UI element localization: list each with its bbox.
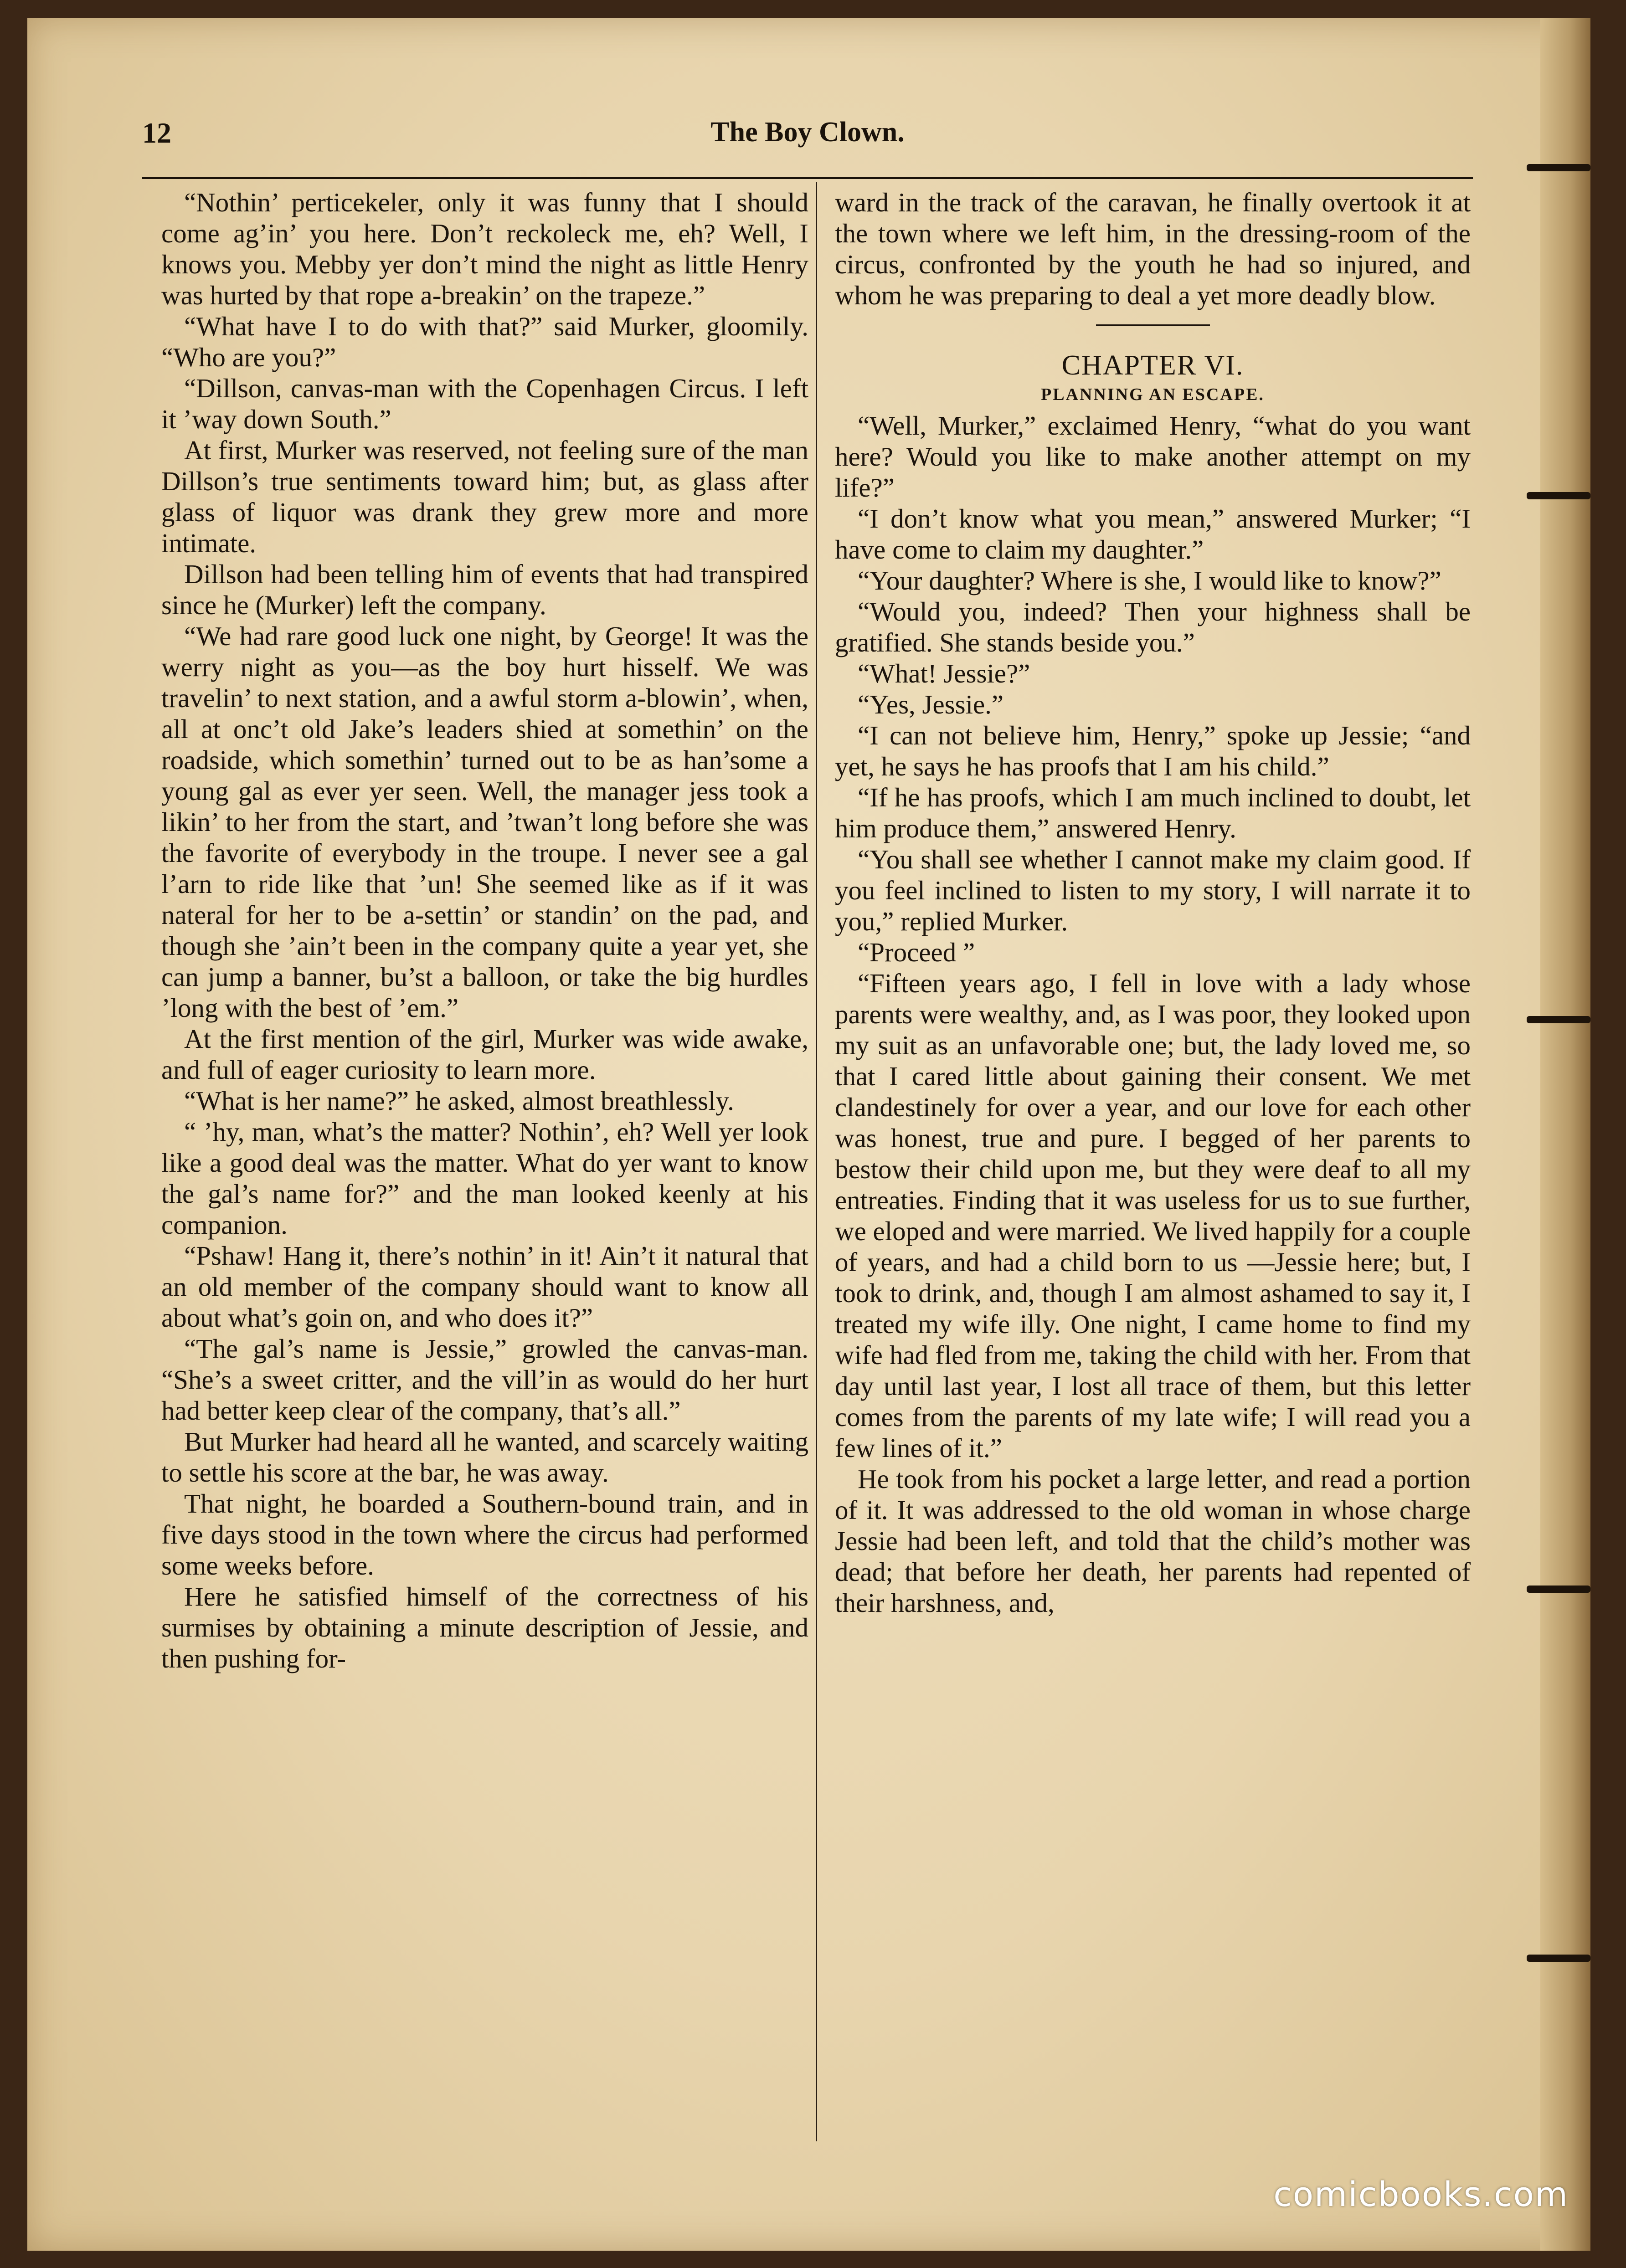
paragraph: “Would you, indeed? Then your highness shall be gratified. She stands beside you.” [835, 596, 1471, 657]
paragraph: At first, Murker was reserved, not feeling sure of the man Dillson’s true sentiments toward him; but, as glass after glass of liquor was drank they grew more and more intimate. [161, 435, 808, 558]
paragraph: “Your daughter? Where is she, I would like to know?” [858, 565, 1441, 595]
paragraph: “Proceed ” [858, 937, 975, 967]
paragraph: “Nothin’ perticekeler, only it was funny that I should come ag’in’ you here. Don’t reckoleck me, eh? Well, I knows you. Mebby yer don’t mind the night as little Henry was hurted by that rope a-breakin’ on the trapeze.” [161, 187, 808, 310]
left-column [161, 187, 808, 1674]
paragraph-continuation: ward in the track of the caravan, he finally overtook it at the town where we left him, in the dressing-room of the circus, confronted by the youth he had so injured, and whom he was preparing to deal a yet more deadly blow. [835, 187, 1471, 310]
paragraph: “Fifteen years ago, I fell in love with a lady whose parents were wealthy, and, as I was poor, they looked upon my suit as an unfavorable one; but, the lady loved me, so that I cared little about gaining their consent. We met clandestinely for over a year, and our love for each other was honest, true and pure. I begged of her parents to bestow their child upon me, but they were deaf to all my entreaties. Finding that it was useless for us to sue further, we eloped and were married. We lived happily for a couple of years, and had a child born to us —Jessie here; but, I took to drink, and, though I am almost ashamed to say it, I treated my wife illy. One night, I came home to find my wife had fled from me, taking the child with her. From that day until last year, I lost all trace of them, but this letter comes from the parents of my late wife; I will read you a few lines of it.” [835, 968, 1471, 1463]
staple-mark [1527, 1016, 1590, 1023]
running-title: The Boy Clown. [710, 117, 905, 148]
paragraph: That night, he boarded a Southern-bound train, and in five days stood in the town where the circus had performed some weeks before. [161, 1488, 808, 1580]
page-spine-edge [1540, 18, 1590, 2251]
staple-mark [1527, 1955, 1590, 1962]
staple-mark [1527, 164, 1590, 171]
page-number: 12 [142, 117, 171, 149]
paragraph: “We had rare good luck one night, by George! It was the werry night as you—as the boy hurt hisself. We was travelin’ to next station, and a awful storm a-blowin’, when, all at onc’t old Jake’s leaders shied at somethin’ on the roadside, which somethin’ turned out to be as han’some a young gal as ever yer seen. Well, the manager jess took a likin’ to her from the start, and ’twan’t long before she was the favorite of everybody in the troupe. I never see a gal l’arn to ride like that ’un! She seemed like as if it was nateral for her to be a-settin’ or standin’ on the pad, and though she ’ain’t been in the company quite a year yet, she can jump a banner, bu’st a balloon, or take the big hurdles ’long with the best of ’em.” [161, 621, 808, 1023]
paragraph: At the first mention of the girl, Murker was wide awake, and full of eager curiosity to learn more. [161, 1024, 808, 1085]
paragraph: “If he has proofs, which I am much inclined to doubt, let him produce them,” answered Henry. [835, 782, 1471, 843]
paragraph: He took from his pocket a large letter, and read a portion of it. It was addressed to the old woman in whose charge Jessie had been left, and told that the child’s mother was dead; that before her death, her parents had repented of their harshness, and, [835, 1464, 1471, 1618]
staple-mark [1527, 1586, 1590, 1593]
chapter-subheading: PLANNING AN ESCAPE. [1041, 385, 1265, 404]
column-divider [816, 182, 817, 2141]
paragraph: Here he satisfied himself of the correctness of his surmises by obtaining a minute description of Jessie, and then pushing for- [161, 1581, 808, 1673]
paragraph: “The gal’s name is Jessie,” growled the canvas-man. “She’s a sweet critter, and the vill’in as would do her hurt had better keep clear of the company, that’s all.” [161, 1334, 808, 1426]
paragraph: “ ’hy, man, what’s the matter? Nothin’, eh? Well yer look like a good deal was the matter. What do yer want to know the gal’s name for?” and the man looked keenly at his companion. [161, 1117, 808, 1240]
paragraph: “I don’t know what you mean,” answered Murker; “I have come to claim my daughter.” [835, 503, 1471, 564]
paragraph: “What! Jessie?” [858, 658, 1030, 688]
paragraph: “Yes, Jessie.” [858, 689, 1004, 719]
right-column [835, 187, 1471, 1618]
page-header [142, 116, 1473, 166]
paragraph: “What have I to do with that?” said Murker, gloomily. “Who are you?” [161, 311, 808, 372]
staple-mark [1527, 492, 1590, 499]
paragraph: “What is her name?” he asked, almost breathlessly. [184, 1086, 734, 1116]
site-watermark: comicbooks.com [1273, 2175, 1569, 2214]
header-rule [142, 177, 1473, 179]
chapter-heading: CHAPTER VI. [1061, 350, 1244, 381]
paragraph: “You shall see whether I cannot make my claim good. If you feel inclined to listen to my story, I will narrate it to you,” replied Murker. [835, 844, 1471, 936]
paragraph: “Dillson, canvas-man with the Copenhagen Circus. I left it ’way down South.” [161, 373, 808, 434]
paragraph: But Murker had heard all he wanted, and scarcely waiting to settle his score at the bar, he was away. [161, 1426, 808, 1488]
paragraph: Dillson had been telling him of events that had transpired since he (Murker) left the company. [161, 559, 808, 620]
paragraph: “Well, Murker,” exclaimed Henry, “what do you want here? Would you like to make another attempt on my life?” [835, 410, 1471, 503]
paragraph: “Pshaw! Hang it, there’s nothin’ in it! Ain’t it natural that an old member of the company should want to know all about what’s goin on, and who does it?” [161, 1241, 808, 1333]
paragraph: “I can not believe him, Henry,” spoke up Jessie; “and yet, he says he has proofs that I am his child.” [835, 720, 1471, 781]
chapter-divider-rule [1096, 324, 1210, 326]
